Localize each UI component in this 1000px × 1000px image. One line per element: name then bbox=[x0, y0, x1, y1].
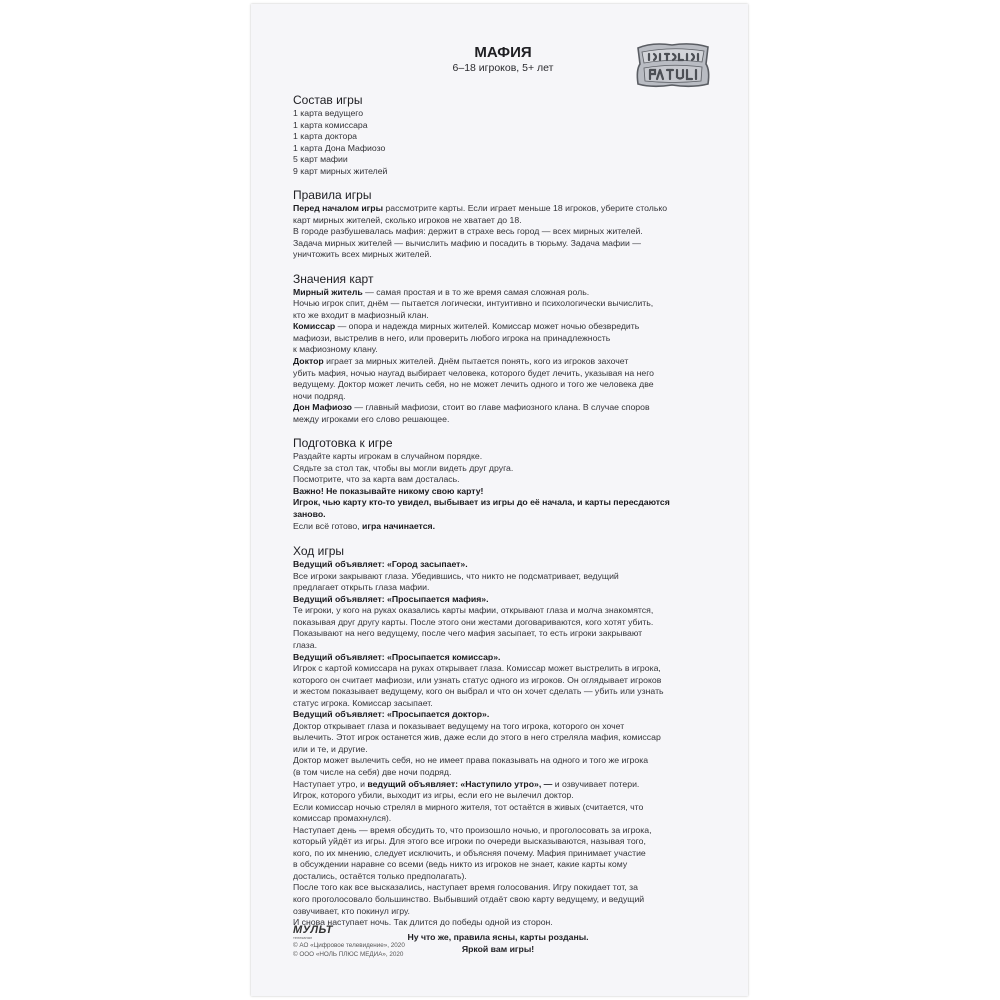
morning-text: Наступает утро, и bbox=[293, 778, 368, 789]
role-text: — опора и надежда мирных жителей. Комиссар может ночью обезвредить bbox=[335, 321, 640, 332]
play-line: и жестом показывает ведущему, кого он выбрал и что он хочет сделать — убить или узнать bbox=[293, 686, 664, 697]
play-line bbox=[293, 779, 713, 791]
play-line: комиссар промахнулся). bbox=[293, 813, 392, 824]
copyright-line: © АО «Цифровое телевидение», 2020 bbox=[293, 942, 405, 949]
prep-text: Если всё готово, bbox=[293, 520, 362, 531]
header bbox=[293, 44, 713, 75]
play-line: Игрок, которого убили, выходит из игры, если его не вылечил доктор. bbox=[293, 790, 574, 801]
host-announcement: Ведущий объявляет: «Просыпается комиссар». bbox=[293, 651, 501, 662]
section-composition bbox=[293, 93, 713, 177]
play-line: Если комиссар ночью стрелял в мирного жителя, тот остаётся в живых (считается, что bbox=[293, 801, 644, 812]
composition-item: 1 карта ведущего bbox=[293, 108, 364, 118]
play-line bbox=[293, 709, 713, 721]
prep-warning: заново. bbox=[293, 509, 326, 520]
play-line: в обсуждении наравне со всеми (ведь никто из игроков не знает, какие карты кому bbox=[293, 859, 628, 870]
section-gameplay bbox=[293, 544, 713, 929]
prep-line: Посмотрите, что за карта вам досталась. bbox=[293, 474, 460, 485]
cards-line: убить мафия, ночью наугад выбирает человека, которого будет лечить, указывая на него bbox=[293, 367, 655, 378]
play-line bbox=[293, 559, 713, 571]
role-text: играет за мирных жителей. Днём пытается понять, кого из игроков захочет bbox=[323, 356, 629, 367]
section-cards bbox=[293, 272, 713, 426]
play-line: или и те, и другие. bbox=[293, 743, 368, 754]
page-content bbox=[293, 44, 713, 929]
page-title: МАФИЯ bbox=[474, 44, 532, 61]
play-line: И снова наступает ночь. Так длится до победы одной из сторон. bbox=[293, 917, 553, 928]
play-line: Те игроки, у кого на руках оказались карты мафии, открывают глаза и молча знакомятся, bbox=[293, 605, 654, 616]
host-announcement: Ведущий объявляет: «Город засыпает». bbox=[293, 559, 468, 570]
cards-line: между игроками его слово решающее. bbox=[293, 413, 450, 424]
prep-line bbox=[293, 509, 713, 521]
role-name: Мирный житель bbox=[293, 286, 363, 297]
prep-warning: Игрок, чью карту кто-то увидел, выбывает из игры до её начала, и карты пересдаются bbox=[293, 497, 670, 508]
play-line: вылечить. Этот игрок останется жив, даже если до этого в него стреляла мафия, комиссар bbox=[293, 732, 661, 743]
prep-line bbox=[293, 521, 713, 533]
morning-text: и озвучивает потери. bbox=[552, 778, 640, 789]
rules-line: уничтожить всех мирных жителей. bbox=[293, 249, 432, 260]
play-heading: Ход игры bbox=[293, 544, 344, 559]
rules-line: карт мирных жителей, сколько игроков не хватает до 18. bbox=[293, 214, 522, 225]
rules-line bbox=[293, 203, 713, 215]
section-rules bbox=[293, 188, 713, 261]
cards-line bbox=[293, 402, 713, 414]
cards-line bbox=[293, 356, 713, 368]
play-line: статус игрока. Комиссар засыпает. bbox=[293, 697, 433, 708]
play-line: показывая друг другу карты. После этого они жестами договариваются, кого хотят убить. bbox=[293, 616, 654, 627]
cards-line: ведущему. Доктор может лечить себя, но не может лечить одного и того же человека две bbox=[293, 379, 654, 390]
play-line: озвучивает, кто покинул игру. bbox=[293, 905, 410, 916]
host-announcement: ведущий объявляет: «Наступило утро», — bbox=[367, 778, 553, 789]
cards-line: мафиози, выстрелив в него, или проверить любого игрока на принадлежность bbox=[293, 332, 611, 343]
play-line: Доктор открывает глаза и показывает ведущему на того игрока, которого он хочет bbox=[293, 720, 625, 731]
rules-bold: Перед началом игры bbox=[293, 203, 384, 213]
composition-item: 1 карта Дона Мафиозо bbox=[293, 142, 386, 153]
role-text: — главный мафиози, стоит во главе мафиозного клана. В случае споров bbox=[351, 402, 650, 413]
closing-line: Яркой вам игры! bbox=[461, 944, 535, 954]
prep-line: Раздайте карты игрокам в случайном порядке. bbox=[293, 451, 483, 462]
role-name: Доктор bbox=[293, 356, 324, 367]
composition-item: 1 карта доктора bbox=[293, 131, 358, 141]
rules-text: рассмотрите карты. Если играет меньше 18 игроков, уберите столько bbox=[383, 203, 668, 213]
instruction-sheet bbox=[251, 4, 748, 996]
mult-logo-caption: телеканал bbox=[293, 935, 313, 940]
role-text: — самая простая и в то же время самая сложная роль. bbox=[362, 286, 590, 297]
play-line: (в том числе на себя) две ночи подряд. bbox=[293, 766, 452, 777]
play-line: кого, по их мнению, следует исключить, и объясняя почему. Мафия принимает участие bbox=[293, 847, 646, 858]
role-name: Комиссар bbox=[293, 321, 336, 332]
section-preparation bbox=[293, 436, 713, 532]
composition-item: 1 карта комиссара bbox=[293, 119, 368, 130]
footer bbox=[293, 924, 713, 974]
rules-line: В городе разбушевалась мафия: держит в страхе весь город — всех мирных жителей. bbox=[293, 226, 643, 237]
prep-line bbox=[293, 486, 713, 498]
prep-line: Сядьте за стол так, чтобы вы могли видеть друг друга. bbox=[293, 462, 514, 473]
role-name: Дон Мафиозо bbox=[293, 402, 352, 413]
prep-warning: Важно! Не показывайте никому свою карту! bbox=[293, 485, 484, 496]
play-line: Наступает день — время обсудить то, что произошло ночью, и проголосовать за игрока, bbox=[293, 824, 652, 835]
cards-line bbox=[293, 321, 713, 333]
play-line: предлагает открыть глаза мафии. bbox=[293, 582, 430, 593]
closing-line: Ну что же, правила ясны, карты розданы. bbox=[407, 932, 589, 942]
host-announcement: Ведущий объявляет: «Просыпается мафия». bbox=[293, 593, 489, 604]
cards-line: ночи подряд. bbox=[293, 390, 346, 401]
play-line: Игрок с картой комиссара на руках открывает глаза. Комиссар может выстрелить в игрока, bbox=[293, 663, 661, 674]
cards-line: кто же входит в мафиозный клан. bbox=[293, 309, 429, 320]
cards-heading: Значения карт bbox=[293, 271, 374, 286]
play-line bbox=[293, 594, 713, 606]
play-line: глаза. bbox=[293, 639, 318, 650]
prep-line bbox=[293, 497, 713, 509]
mult-logo: МУЛЬТ bbox=[293, 924, 333, 936]
composition-heading: Состав игры bbox=[293, 93, 363, 107]
rules-heading: Правила игры bbox=[293, 188, 372, 202]
play-line: Показывают на него ведущему, после чего мафия засыпает, то есть игроки закрывают bbox=[293, 628, 643, 639]
play-line: кого проголосовало большинство. Выбывший отдаёт свою карту ведущему, и ведущий bbox=[293, 893, 645, 904]
cards-line: к мафиозному клану. bbox=[293, 344, 378, 355]
prep-start: игра начинается. bbox=[362, 520, 436, 531]
host-announcement: Ведущий объявляет: «Просыпается доктор». bbox=[293, 709, 490, 720]
page-subtitle: 6–18 игроков, 5+ лет bbox=[452, 62, 554, 74]
copyright-line: © ООО «НОЛЬ ПЛЮС МЕДИА», 2020 bbox=[293, 951, 404, 958]
cards-line bbox=[293, 287, 713, 299]
composition-item: 5 карт мафии bbox=[293, 154, 348, 164]
play-line: Доктор может вылечить себя, но не имеет права показывать на одного и того же игрока bbox=[293, 755, 649, 766]
rules-line: Задача мирных жителей — вычислить мафию и посадить в тюрьму. Задача мафии — bbox=[293, 237, 641, 248]
play-line: Все игроки закрывают глаза. Убедившись, что никто не подсматривает, ведущий bbox=[293, 570, 619, 581]
play-line: который уйдёт из игры. Для этого все игроки по очереди высказываются, называя того, bbox=[293, 836, 646, 847]
play-line: которого он считает мафиози, или узнать статус одного из игроков. Он оглядывает игроков bbox=[293, 674, 662, 685]
play-line bbox=[293, 652, 713, 664]
composition-item: 9 карт мирных жителей bbox=[293, 165, 388, 176]
cards-line: Ночью игрок спит, днём — пытается логически, интуитивно и психологически вычислить, bbox=[293, 298, 654, 309]
prep-heading: Подготовка к игре bbox=[293, 436, 393, 451]
play-line: достались, остаётся только предполагать). bbox=[293, 870, 467, 881]
play-line: После того как все высказались, наступает время голосования. Игру покидает тот, за bbox=[293, 882, 638, 893]
closing-text bbox=[398, 931, 598, 955]
